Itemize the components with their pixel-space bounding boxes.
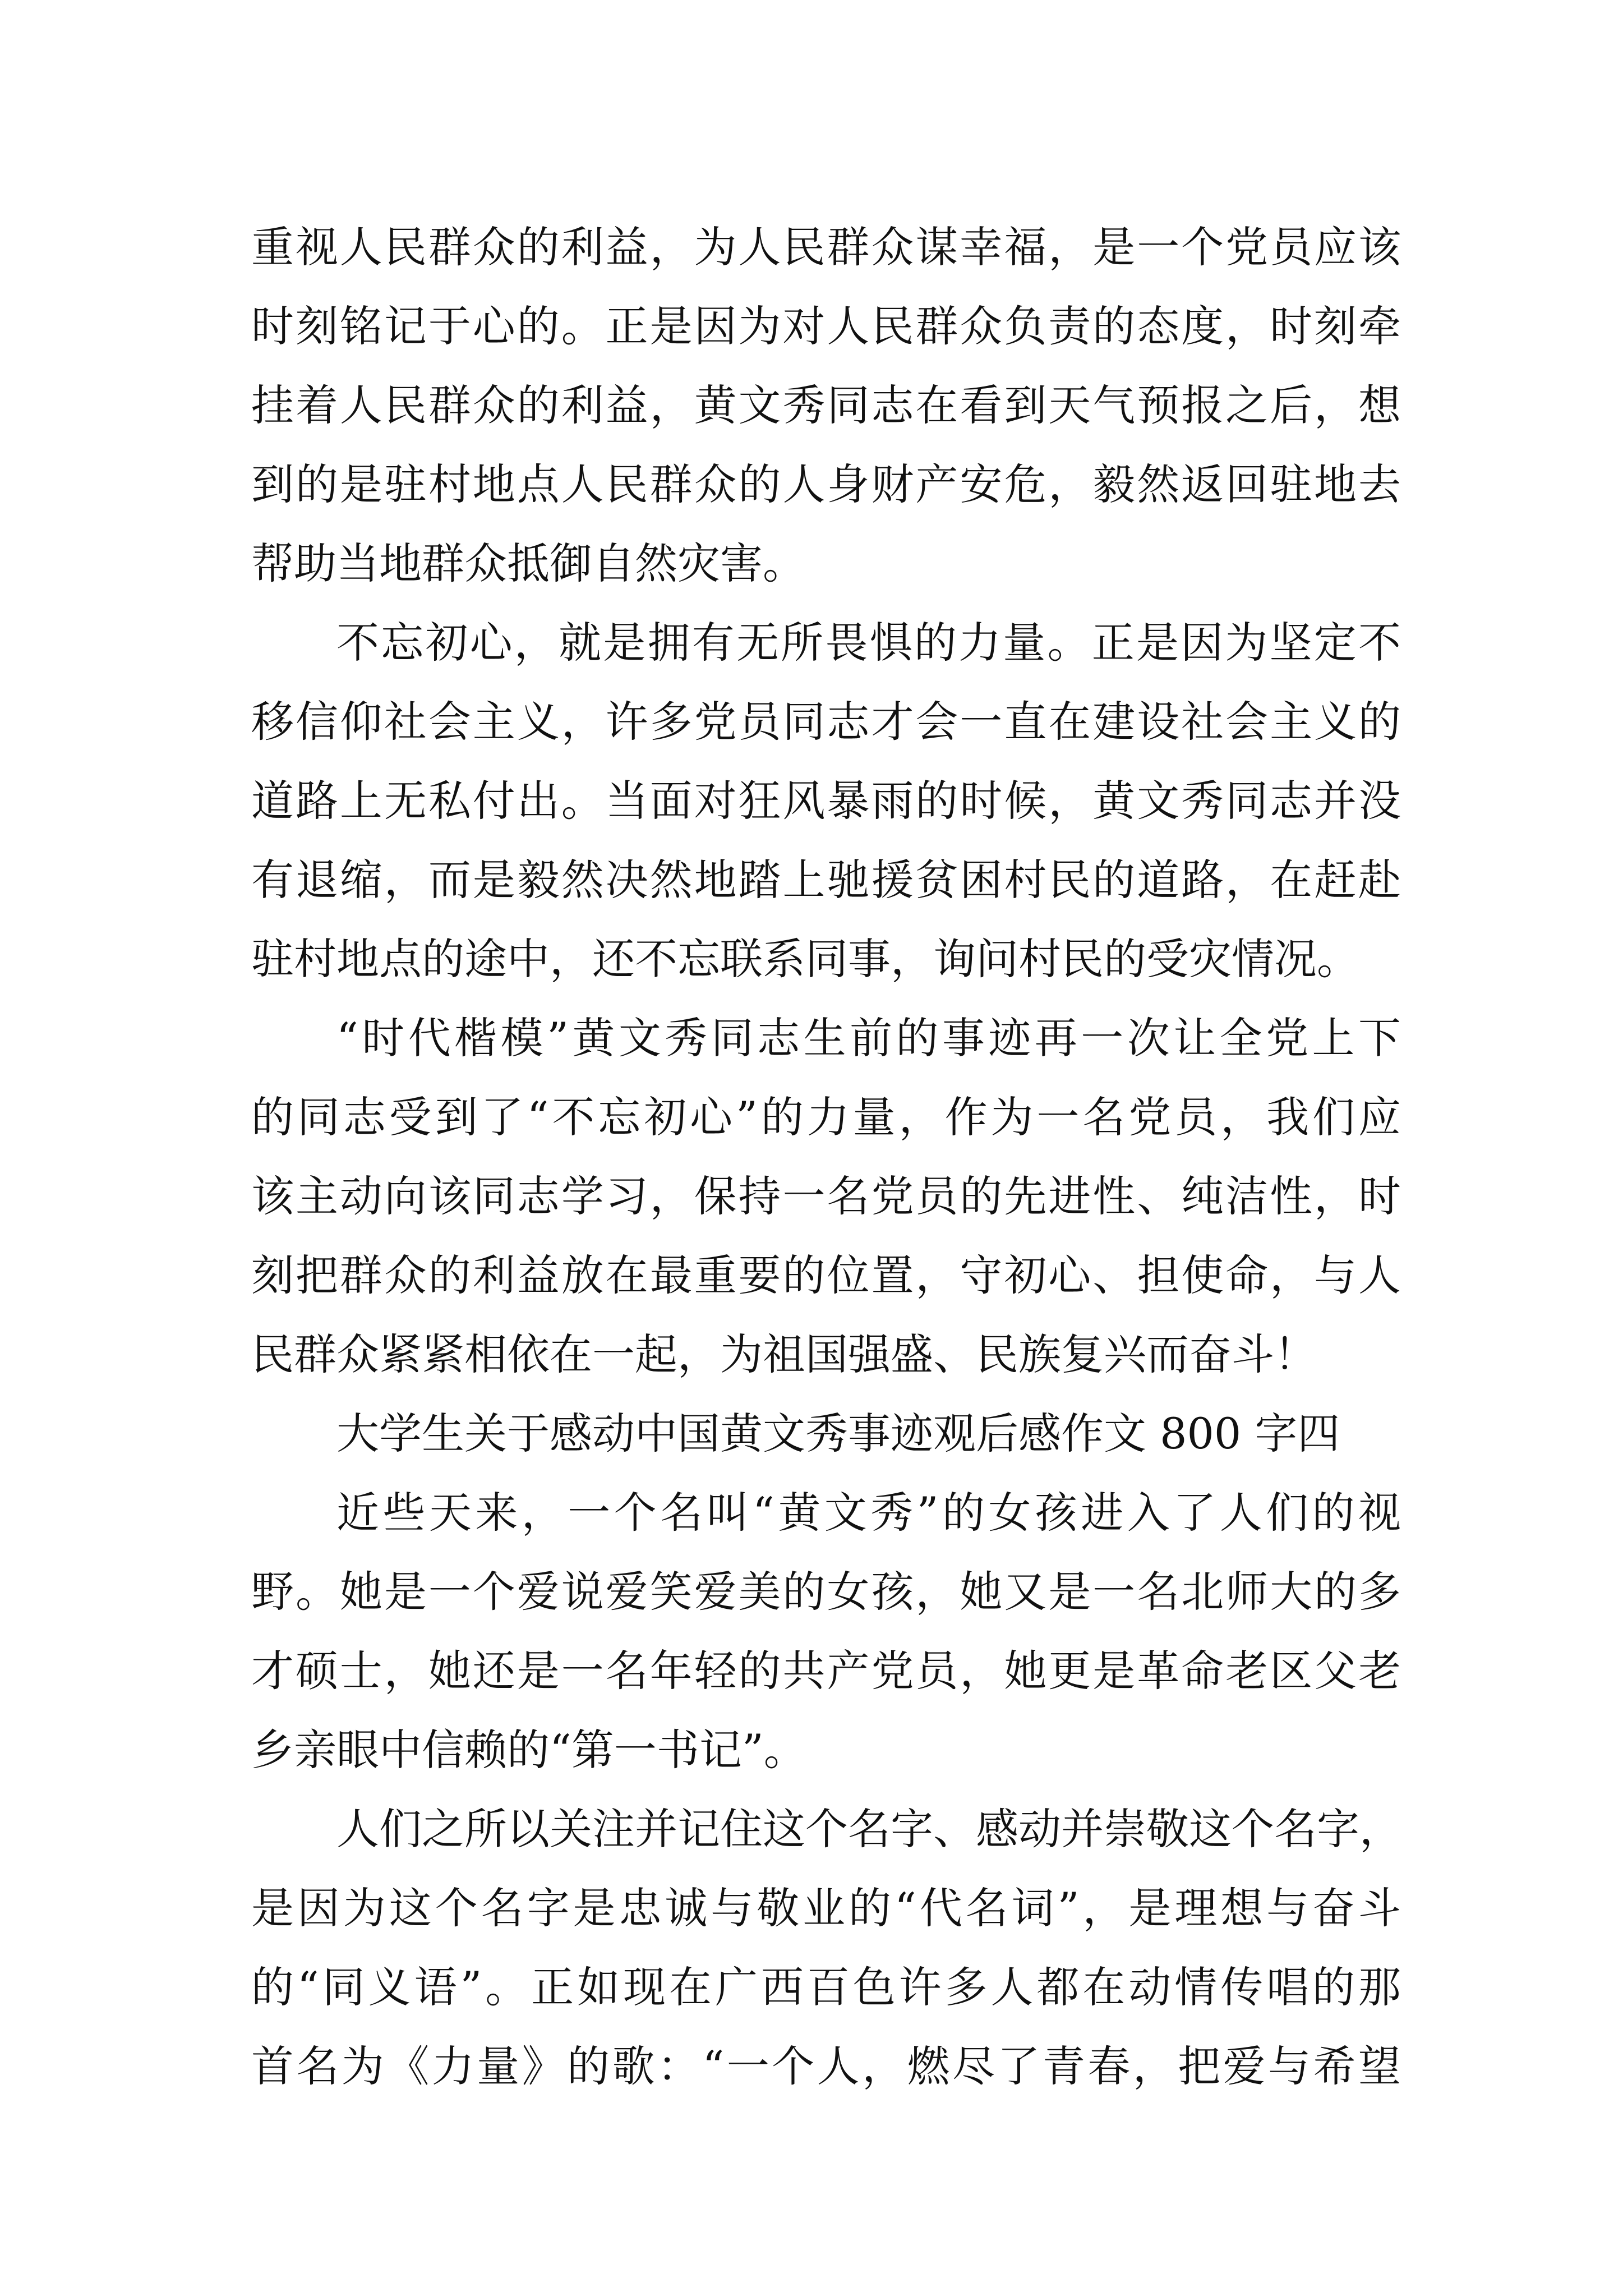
text-line: 刻把群众的利益放在最重要的位置，守初心、担使命，与人 xyxy=(251,1250,1401,1300)
text-line: 到的是驻村地点人民群众的人身财产安危，毅然返回驻地去 xyxy=(251,459,1401,509)
text-line: 挂着人民群众的利益，黄文秀同志在看到天气预报之后，想 xyxy=(251,380,1401,430)
text-line: 道路上无私付出。当面对狂风暴雨的时候，黄文秀同志并没 xyxy=(251,776,1401,826)
paragraph-start-line: 人们之所以关注并记住这个名字、感动并崇敬这个名字， xyxy=(336,1804,1402,1854)
text-line: 才硕士，她还是一名年轻的共产党员，她更是革命老区父老 xyxy=(251,1646,1401,1696)
text-line: 驻村地点的途中，还不忘联系同事，询问村民的受灾情况。 xyxy=(251,934,1359,984)
text-line: 的同志受到了“不忘初心”的力量，作为一名党员，我们应 xyxy=(251,1092,1401,1142)
text-line: 有退缩，而是毅然决然地踏上驰援贫困村民的道路，在赶赴 xyxy=(251,855,1401,905)
paragraph-start-line: “时代楷模”黄文秀同志生前的事迹再一次让全党上下 xyxy=(336,1013,1401,1063)
section-heading: 大学生关于感动中国黄文秀事迹观后感作文 800 字四 xyxy=(336,1409,1340,1458)
text-line: 民群众紧紧相依在一起，为祖国强盛、民族复兴而奋斗！ xyxy=(251,1329,1317,1379)
text-line: 移信仰社会主义，许多党员同志才会一直在建设社会主义的 xyxy=(251,697,1401,747)
paragraph-start-line: 不忘初心，就是拥有无所畏惧的力量。正是因为坚定不 xyxy=(336,618,1401,668)
paragraph-start-line: 近些天来，一个名叫“黄文秀”的女孩进入了人们的视 xyxy=(336,1488,1401,1538)
text-line: 重视人民群众的利益，为人民群众谋幸福，是一个党员应该 xyxy=(251,222,1401,272)
text-line: 时刻铭记于心的。正是因为对人民群众负责的态度，时刻牵 xyxy=(251,301,1401,351)
text-line: 野。她是一个爱说爱笑爱美的女孩，她又是一名北师大的多 xyxy=(251,1567,1401,1617)
text-line: 帮助当地群众抵御自然灾害。 xyxy=(251,539,805,588)
text-line: 是因为这个名字是忠诚与敬业的“代名词”，是理想与奋斗 xyxy=(251,1883,1401,1933)
text-line: 的“同义语”。正如现在广西百色许多人都在动情传唱的那 xyxy=(251,1962,1401,2012)
text-line: 首名为《力量》的歌：“一个人，燃尽了青春，把爱与希望 xyxy=(251,2041,1401,2091)
text-line: 乡亲眼中信赖的“第一书记”。 xyxy=(251,1725,806,1775)
article-body xyxy=(251,208,1401,2106)
text-line: 该主动向该同志学习，保持一名党员的先进性、纯洁性，时 xyxy=(251,1171,1401,1221)
